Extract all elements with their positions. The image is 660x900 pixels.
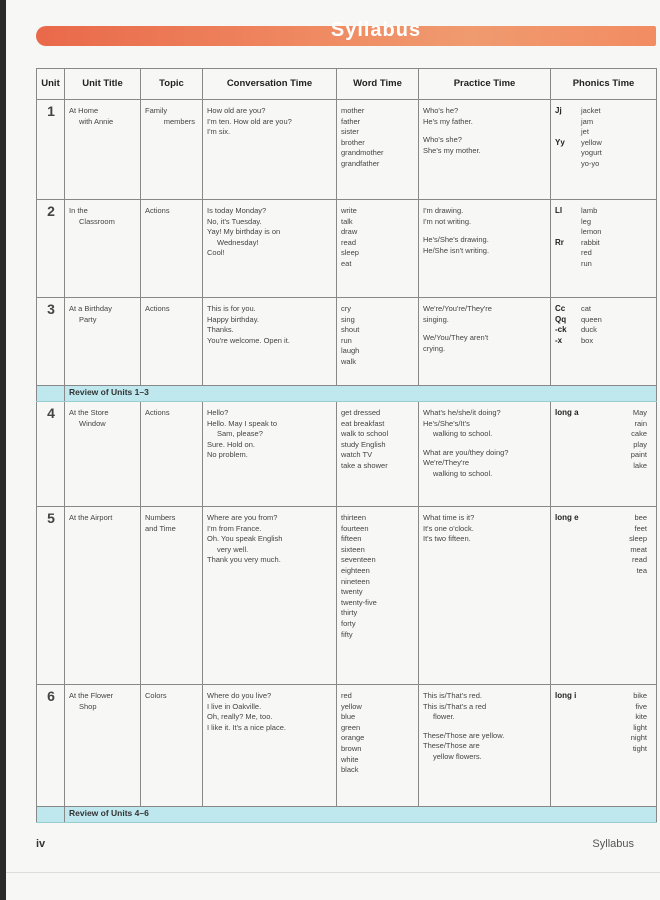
phonics-word: light — [633, 722, 647, 732]
conversation-line: very well. — [217, 544, 249, 554]
conversation-line: Sure. Hold on. — [207, 439, 255, 449]
word-cell — [337, 507, 419, 685]
word-item: twenty-five — [341, 597, 377, 607]
phonics-letter: -x — [555, 335, 563, 345]
unit-title-line: with Annie — [79, 116, 114, 126]
conversation-cell — [203, 100, 337, 200]
word-cell — [337, 298, 419, 386]
unit-title-line: At a Birthday — [69, 304, 112, 313]
conversation-cell — [203, 507, 337, 685]
phonics-row — [555, 429, 653, 440]
phonics-letter: Rr — [555, 237, 564, 247]
word-item: yellow — [341, 701, 362, 711]
conversation-line: No, it's Tuesday. — [207, 216, 262, 226]
unit-topic — [141, 507, 203, 685]
phonics-letter: Yy — [555, 137, 565, 147]
phonics-word: meat — [630, 544, 647, 554]
phonics-row — [555, 744, 653, 755]
review-row — [37, 807, 657, 823]
word-item: watch TV — [341, 450, 373, 460]
table-row — [37, 298, 657, 386]
table-row — [37, 402, 657, 507]
word-item: green — [341, 722, 361, 732]
conversation-line: You're welcome. Open it. — [207, 335, 290, 345]
phonics-word: lamb — [581, 206, 598, 215]
practice-line: What time is it? — [423, 513, 475, 522]
phonics-letter: Cc — [555, 304, 566, 313]
unit-topic — [141, 685, 203, 807]
practice-cell — [419, 200, 551, 298]
phonics-word: bike — [633, 691, 647, 700]
phonics-word: rain — [634, 418, 647, 428]
word-item: white — [341, 754, 359, 764]
practice-gap — [423, 127, 547, 135]
phonics-letter: Ll — [555, 206, 563, 215]
phonics-word: five — [635, 701, 647, 711]
phonics-word: rabbit — [581, 237, 600, 247]
unit-title — [65, 402, 141, 507]
practice-line: flower. — [433, 712, 455, 722]
phonics-cell — [551, 200, 657, 298]
phonics-letter: Jj — [555, 106, 562, 115]
header-unit-title: Unit Title — [65, 69, 141, 100]
conversation-line: Hello. May I speak to — [207, 418, 278, 428]
word-item: father — [341, 116, 361, 126]
unit-number: 6 — [37, 685, 65, 807]
conversation-line: I'm ten. How old are you? — [207, 116, 292, 126]
phonics-word: bee — [634, 513, 647, 522]
phonics-cell — [551, 507, 657, 685]
conversation-cell — [203, 298, 337, 386]
topic-line: members — [163, 116, 195, 126]
word-item: laugh — [341, 346, 360, 356]
phonics-word: run — [581, 258, 592, 268]
unit-topic — [141, 200, 203, 298]
practice-line: This is/That's a red — [423, 701, 487, 711]
conversation-line: Happy birthday. — [207, 314, 259, 324]
phonics-word: lake — [633, 460, 647, 470]
unit-topic — [141, 100, 203, 200]
word-cell — [337, 402, 419, 507]
conversation-line: This is for you. — [207, 304, 256, 313]
phonics-row — [555, 315, 653, 326]
unit-number: 3 — [37, 298, 65, 386]
review-row — [37, 386, 657, 402]
word-item: run — [341, 335, 352, 345]
word-item: write — [341, 206, 357, 215]
phonics-word: night — [630, 733, 647, 743]
unit-title-line: At the Airport — [69, 513, 113, 522]
phonics-word: yellow — [581, 137, 602, 147]
phonics-word: paint — [630, 450, 647, 460]
word-item: seventeen — [341, 555, 376, 565]
phonics-row — [555, 534, 653, 545]
banner-title: Syllabus — [330, 19, 422, 41]
phonics-row — [555, 206, 653, 217]
phonics-row — [555, 566, 653, 577]
practice-gap — [423, 723, 547, 731]
phonics-word: queen — [581, 314, 602, 324]
practice-gap — [423, 440, 547, 448]
conversation-line: Wednesday! — [217, 237, 259, 247]
practice-line: singing. — [423, 314, 449, 324]
conversation-line: I'm six. — [207, 127, 231, 137]
syllabus-table — [36, 68, 657, 823]
unit-topic — [141, 298, 203, 386]
conversation-line: No problem. — [207, 450, 248, 460]
word-item: cry — [341, 304, 351, 313]
conversation-line: Cool! — [207, 248, 225, 258]
table-row — [37, 507, 657, 685]
practice-line: This is/That's red. — [423, 691, 482, 700]
practice-line: It's one o'clock. — [423, 523, 474, 533]
practice-cell — [419, 100, 551, 200]
practice-line: We/You/They aren't — [423, 333, 489, 343]
phonics-row — [555, 545, 653, 556]
syllabus-banner — [36, 19, 656, 46]
word-item: sixteen — [341, 544, 365, 554]
conversation-cell — [203, 402, 337, 507]
phonics-row — [555, 702, 653, 713]
phonics-word: feet — [634, 523, 647, 533]
practice-line: walking to school. — [433, 429, 493, 439]
practice-line: He's/She's drawing. — [423, 235, 489, 245]
word-item: grandfather — [341, 158, 380, 168]
phonics-row — [555, 325, 653, 336]
word-item: red — [341, 691, 352, 700]
practice-line: We're/They're — [423, 458, 470, 468]
word-item: thirty — [341, 608, 358, 618]
phonics-row — [555, 419, 653, 430]
phonics-cell — [551, 685, 657, 807]
conversation-cell — [203, 200, 337, 298]
word-item: fifty — [341, 629, 353, 639]
unit-title-line: In the — [69, 206, 88, 215]
unit-title-line: Shop — [79, 701, 97, 711]
word-item: brother — [341, 137, 365, 147]
phonics-row — [555, 524, 653, 535]
word-item: talk — [341, 216, 353, 226]
unit-title-line: Classroom — [79, 216, 115, 226]
word-item: eighteen — [341, 565, 370, 575]
practice-line: He's my father. — [423, 116, 473, 126]
phonics-word: tea — [636, 565, 647, 575]
table-header-row — [37, 69, 657, 100]
word-item: forty — [341, 618, 356, 628]
phonics-row — [555, 304, 653, 315]
conversation-line: Oh, really? Me, too. — [207, 712, 273, 722]
phonics-row — [555, 217, 653, 228]
phonics-word: cat — [581, 304, 592, 313]
unit-title-line: Party — [79, 314, 97, 324]
word-cell — [337, 200, 419, 298]
practice-line: These/Those are — [423, 741, 480, 751]
conversation-line: I like it. It's a nice place. — [207, 722, 286, 732]
unit-title — [65, 200, 141, 298]
unit-title — [65, 298, 141, 386]
word-item: nineteen — [341, 576, 370, 586]
practice-line: He's/She's/It's — [423, 418, 470, 428]
word-item: orange — [341, 733, 365, 743]
phonics-word: lemon — [581, 227, 602, 237]
practice-line: yellow flowers. — [433, 751, 482, 761]
table-row — [37, 685, 657, 807]
phonics-word: jam — [581, 116, 594, 126]
phonics-word: box — [581, 335, 594, 345]
practice-cell — [419, 402, 551, 507]
practice-line: She's my mother. — [423, 145, 481, 155]
topic-line: Numbers — [145, 513, 176, 522]
phonics-row — [555, 148, 653, 159]
conversation-line: Is today Monday? — [207, 206, 267, 215]
word-item: brown — [341, 743, 362, 753]
word-item: blue — [341, 712, 356, 722]
practice-line: crying. — [423, 343, 446, 353]
header-topic: Topic — [141, 69, 203, 100]
phonics-row — [555, 259, 653, 270]
header-word-time: Word Time — [337, 69, 419, 100]
topic-line: Colors — [145, 691, 167, 700]
word-item: twenty — [341, 587, 363, 597]
table-row — [37, 200, 657, 298]
practice-line: These/Those are yellow. — [423, 730, 505, 740]
phonics-word: sleep — [629, 534, 647, 544]
word-cell — [337, 100, 419, 200]
header-phonics-time: Phonics Time — [551, 69, 657, 100]
word-item: sleep — [341, 248, 359, 258]
phonics-row — [555, 336, 653, 347]
phonics-row — [555, 691, 653, 702]
section-name: Syllabus — [592, 838, 634, 850]
phonics-word: read — [631, 555, 647, 565]
word-item: sing — [341, 314, 355, 324]
word-item: fifteen — [341, 534, 362, 544]
unit-number: 4 — [37, 402, 65, 507]
conversation-line: Where do you live? — [207, 691, 272, 700]
phonics-row — [555, 117, 653, 128]
practice-line: walking to school. — [433, 468, 493, 478]
word-item: take a shower — [341, 460, 388, 470]
phonics-word: tight — [632, 743, 647, 753]
conversation-line: Where are you from? — [207, 513, 278, 522]
conversation-line: I live in Oakville. — [207, 701, 262, 711]
phonics-word: kite — [635, 712, 647, 722]
unit-title — [65, 100, 141, 200]
unit-title — [65, 685, 141, 807]
phonics-word: yo-yo — [581, 158, 600, 168]
unit-title-line: Window — [79, 418, 106, 428]
practice-line: What are you/they doing? — [423, 447, 509, 457]
word-item: black — [341, 765, 359, 775]
practice-line: Who's she? — [423, 135, 462, 145]
phonics-word: duck — [581, 325, 597, 335]
phonics-cell — [551, 298, 657, 386]
topic-line: Actions — [145, 304, 170, 313]
phonics-row — [555, 513, 653, 524]
topic-line: and Time — [145, 523, 176, 533]
phonics-row — [555, 555, 653, 566]
header-unit: Unit — [37, 69, 65, 100]
phonics-row — [555, 450, 653, 461]
review-label: Review of Units 4–6 — [65, 807, 657, 823]
page-divider — [6, 872, 660, 873]
phonics-cell — [551, 100, 657, 200]
phonics-row — [555, 440, 653, 451]
phonics-row — [555, 106, 653, 117]
word-item: shout — [341, 325, 360, 335]
conversation-line: Thanks. — [207, 325, 234, 335]
phonics-row — [555, 712, 653, 723]
practice-cell — [419, 507, 551, 685]
word-item: draw — [341, 227, 358, 237]
practice-line: It's two fifteen. — [423, 534, 471, 544]
topic-line: Actions — [145, 206, 170, 215]
word-item: thirteen — [341, 513, 367, 522]
phonics-row — [555, 461, 653, 472]
conversation-line: How old are you? — [207, 106, 266, 115]
phonics-sound: long i — [555, 691, 577, 700]
word-cell — [337, 685, 419, 807]
unit-number: 5 — [37, 507, 65, 685]
practice-line: He/She isn't writing. — [423, 245, 490, 255]
phonics-word: red — [581, 248, 592, 258]
phonics-letter: -ck — [555, 325, 567, 335]
word-item: study English — [341, 439, 386, 449]
word-item: grandmother — [341, 148, 384, 158]
phonics-word: play — [633, 439, 647, 449]
word-item: get dressed — [341, 408, 381, 417]
topic-line: Actions — [145, 408, 170, 417]
unit-title-line: At the Flower — [69, 691, 114, 700]
phonics-row — [555, 723, 653, 734]
phonics-row — [555, 159, 653, 170]
phonics-row — [555, 127, 653, 138]
phonics-word: leg — [581, 216, 592, 226]
word-item: sister — [341, 127, 359, 137]
page-number: iv — [36, 838, 46, 850]
phonics-row — [555, 408, 653, 419]
review-label: Review of Units 1–3 — [65, 386, 657, 402]
phonics-row — [555, 138, 653, 149]
word-item: read — [341, 237, 357, 247]
word-item: walk to school — [341, 429, 389, 439]
topic-line: Family — [145, 106, 168, 115]
unit-title-line: At the Store — [69, 408, 109, 417]
conversation-line: Thank you very much. — [207, 555, 281, 565]
phonics-row — [555, 248, 653, 259]
practice-gap — [423, 325, 547, 333]
practice-line: Who's he? — [423, 106, 459, 115]
conversation-line: Yay! My birthday is on — [207, 227, 281, 237]
phonics-cell — [551, 402, 657, 507]
conversation-cell — [203, 685, 337, 807]
practice-cell — [419, 685, 551, 807]
unit-title — [65, 507, 141, 685]
phonics-row — [555, 238, 653, 249]
phonics-word: jet — [581, 127, 589, 137]
word-item: eat breakfast — [341, 418, 385, 428]
phonics-sound: long e — [555, 513, 579, 522]
word-item: walk — [341, 356, 357, 366]
practice-line: I'm not writing. — [423, 216, 472, 226]
phonics-sound: long a — [555, 408, 579, 417]
unit-number: 2 — [37, 200, 65, 298]
header-practice-time: Practice Time — [419, 69, 551, 100]
conversation-line: Oh. You speak English — [207, 534, 283, 544]
phonics-word: jacket — [581, 106, 601, 115]
phonics-word: May — [632, 408, 647, 417]
word-item: eat — [341, 258, 352, 268]
practice-line: I'm drawing. — [423, 206, 464, 215]
conversation-line: I'm from France. — [207, 523, 262, 533]
unit-number: 1 — [37, 100, 65, 200]
conversation-line: Sam, please? — [217, 429, 263, 439]
phonics-letter: Qq — [555, 314, 567, 324]
word-item: fourteen — [341, 523, 369, 533]
table-row — [37, 100, 657, 200]
phonics-word: cake — [631, 429, 647, 439]
word-item: mother — [341, 106, 365, 115]
phonics-row — [555, 227, 653, 238]
header-conversation-time: Conversation Time — [203, 69, 337, 100]
practice-line: We're/You're/They're — [423, 304, 492, 313]
practice-gap — [423, 227, 547, 235]
phonics-word: yogurt — [581, 148, 602, 158]
phonics-row — [555, 733, 653, 744]
practice-cell — [419, 298, 551, 386]
unit-topic — [141, 402, 203, 507]
practice-line: What's he/she/it doing? — [423, 408, 501, 417]
conversation-line: Hello? — [207, 408, 229, 417]
unit-title-line: At Home — [69, 106, 99, 115]
